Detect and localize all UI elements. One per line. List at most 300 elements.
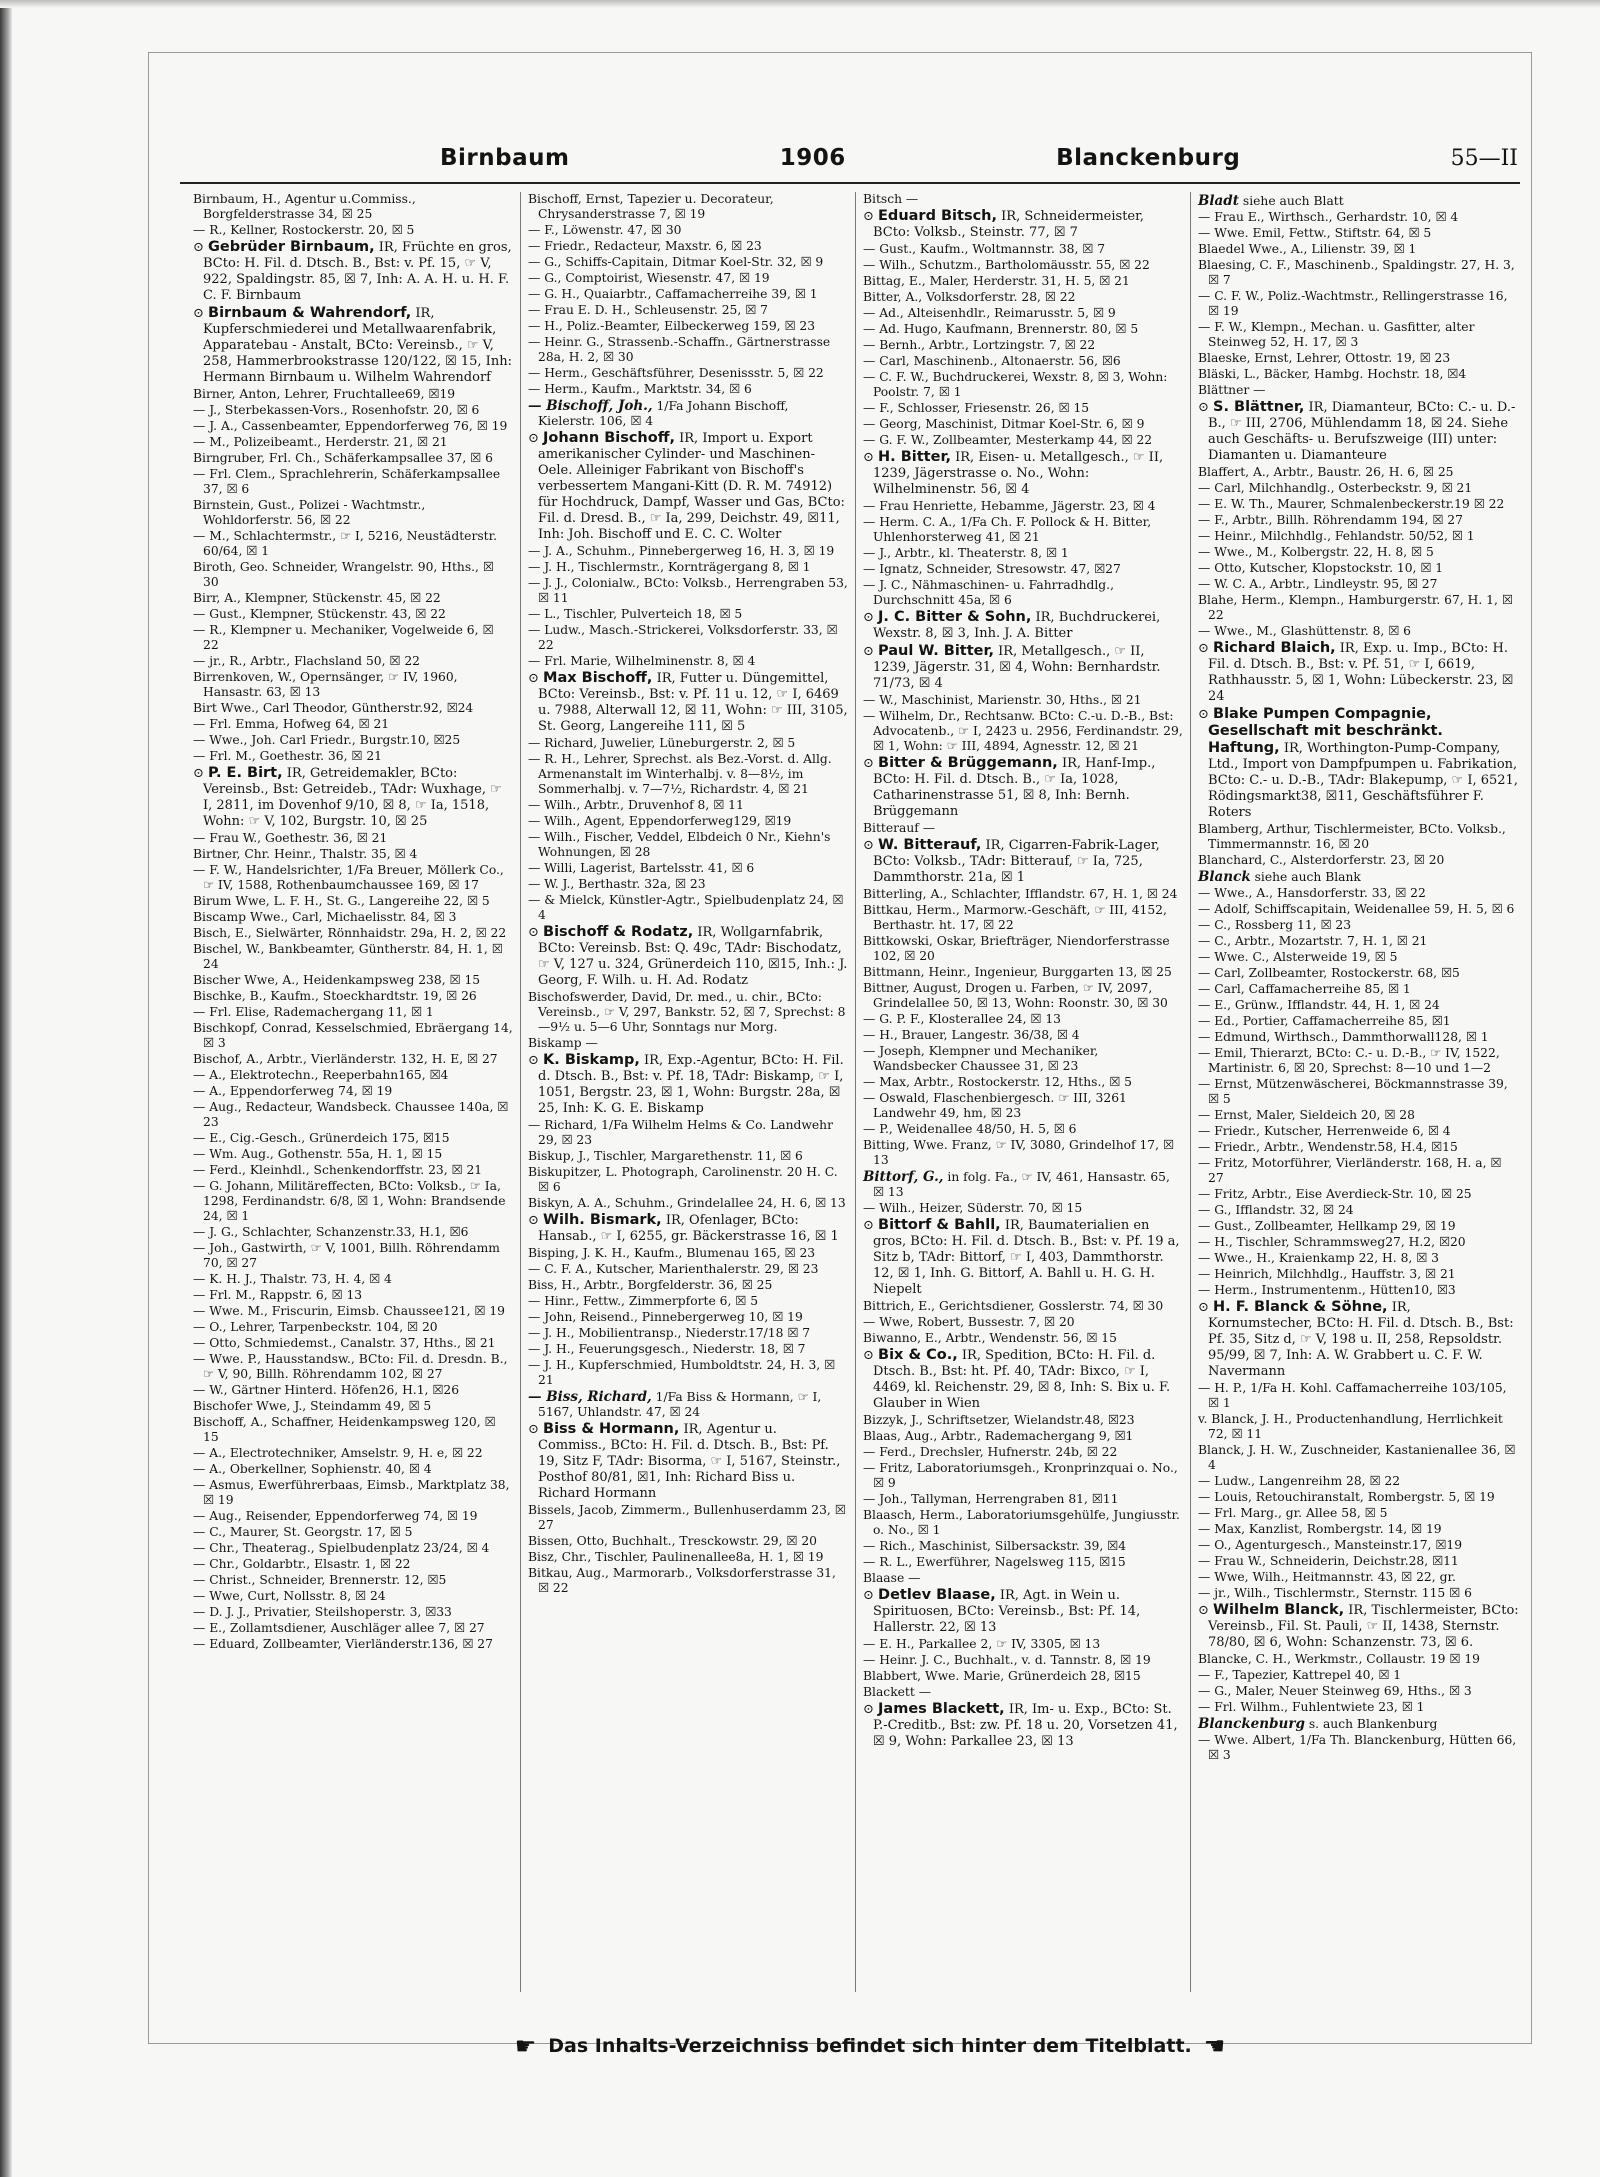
entry-text: — Frl. Wilhm., Fuhlentwiete 23, ☒ 1 bbox=[1198, 1700, 1425, 1714]
directory-entry bbox=[1198, 1124, 1519, 1139]
entry-name: Gebrüder Birnbaum, bbox=[208, 239, 375, 255]
directory-entry bbox=[1198, 367, 1519, 382]
directory-entry bbox=[528, 287, 848, 302]
entry-text: — A., Elektrotechn., Reeperbahn165, ☒4 bbox=[193, 1068, 449, 1082]
directory-entry bbox=[1198, 1733, 1519, 1763]
entry-text: Blackett — bbox=[863, 1685, 932, 1699]
entry-text: Blanck, J. H. W., Zuschneider, Kastanienallee 36, ☒ 4 bbox=[1198, 1443, 1516, 1472]
entry-text: Bisping, J. K. H., Kaufm., Blumenau 165, ☒ 23 bbox=[528, 1246, 816, 1260]
directory-entry bbox=[1198, 1570, 1519, 1585]
directory-entry bbox=[863, 1347, 1183, 1412]
entry-text: — Wilh., Heizer, Süderstr. 70, ☒ 15 bbox=[863, 1201, 1083, 1215]
registered-firm-icon: ⊙ bbox=[863, 1348, 879, 1363]
entry-text: — Ferd., Drechsler, Hufnerstr. 24b, ☒ 22 bbox=[863, 1445, 1118, 1459]
entry-text: — J. H., Feuerungsgesch., Niederstr. 18, ☒ 7 bbox=[528, 1342, 806, 1356]
directory-entry bbox=[528, 1326, 848, 1341]
entry-text: — Wwe. Albert, 1/Fa Th. Blanckenburg, Hütten 66, ☒ 3 bbox=[1198, 1733, 1517, 1762]
entry-text: — G. F. W., Zollbeamter, Mesterkamp 44, ☒ 22 bbox=[863, 433, 1153, 447]
entry-text: Bizzyk, J., Schriftsetzer, Wielandstr.48, ☒23 bbox=[863, 1413, 1135, 1427]
entry-text: — J. H., Kupferschmied, Humboldtstr. 24, H. 3, ☒ 21 bbox=[528, 1358, 836, 1387]
directory-entry bbox=[193, 560, 513, 590]
entry-name: Blanck bbox=[1198, 869, 1251, 885]
directory-entry bbox=[863, 1492, 1183, 1507]
entry-text: — D. J. J., Privatier, Steilshoperstr. 3, ☒33 bbox=[193, 1605, 452, 1619]
directory-entry bbox=[528, 670, 848, 735]
entry-name: Bix & Co., bbox=[878, 1347, 958, 1363]
directory-entry bbox=[863, 449, 1183, 498]
entry-text: IR, Metallgesch., ☞ II, 1239, Jägerstr. 31, ☒ 4, Wohn: Bernhardstr. 71/73, ☒ 4 bbox=[873, 644, 1161, 691]
registered-firm-icon: ⊙ bbox=[863, 610, 879, 625]
directory-entry bbox=[1198, 1203, 1519, 1218]
entry-text: — Georg, Maschinist, Ditmar Koel-Str. 6, ☒ 9 bbox=[863, 417, 1145, 431]
directory-entry bbox=[863, 1044, 1183, 1074]
directory-entry bbox=[193, 239, 513, 304]
entry-text: — G. P. F., Klosterallee 24, ☒ 13 bbox=[863, 1012, 1061, 1026]
directory-entry bbox=[193, 1100, 513, 1130]
directory-entry bbox=[1198, 289, 1519, 319]
directory-entry bbox=[193, 419, 513, 434]
directory-entry bbox=[193, 467, 513, 497]
directory-entry bbox=[193, 607, 513, 622]
entry-text: — G., Maler, Neuer Steinweg 69, Hths., ☒ 3 bbox=[1198, 1684, 1472, 1698]
directory-entry bbox=[1198, 593, 1519, 623]
entry-text: Bissen, Otto, Buchhalt., Tresckowstr. 29, ☒ 20 bbox=[528, 1534, 817, 1548]
entry-text: — E. W. Th., Maurer, Schmalenbeckerstr.19 ☒ 22 bbox=[1198, 497, 1505, 511]
directory-entry bbox=[1198, 529, 1519, 544]
entry-text: — Wwe, Curt, Nollsstr. 8, ☒ 24 bbox=[193, 1589, 386, 1603]
directory-entry bbox=[1198, 1554, 1519, 1569]
entry-name: — Biss, Richard, bbox=[528, 1389, 652, 1405]
directory-entry bbox=[193, 623, 513, 653]
directory-entry bbox=[1198, 1014, 1519, 1029]
directory-entry bbox=[1198, 1412, 1519, 1442]
directory-entry bbox=[863, 499, 1183, 514]
entry-text: — Ad., Alteisenhdlr., Reimarusstr. 5, ☒ 9 bbox=[863, 306, 1116, 320]
directory-entry bbox=[863, 709, 1183, 754]
directory-entry bbox=[1198, 497, 1519, 512]
entry-text: IR, Wollgarnfabrik, BCto: Vereinsb. Bst: Q. 49c, TAdr: Bischodatz, ☞ V, 127 u. 324, Grünerdeich 110, ☒15, Inh.: J. Georg, F. Wilh. u. H. Ad. Rodatz bbox=[538, 925, 848, 988]
directory-entry bbox=[1198, 1140, 1519, 1155]
directory-entry bbox=[528, 1390, 848, 1420]
directory-entry bbox=[528, 1550, 848, 1565]
entry-text: — Wwe., Joh. Carl Friedr., Burgstr.10, ☒25 bbox=[193, 733, 461, 747]
directory-entry bbox=[863, 192, 1183, 207]
entry-text: — F., Löwenstr. 47, ☒ 30 bbox=[528, 223, 682, 237]
directory-entry bbox=[863, 1587, 1183, 1636]
entry-text: Birr, A., Klempner, Stückenstr. 45, ☒ 22 bbox=[193, 591, 441, 605]
entry-text: Biscamp Wwe., Carl, Michaelisstr. 84, ☒ 3 bbox=[193, 910, 457, 924]
entry-text: — Joh., Gastwirth, ☞ V, 1001, Billh. Röhrendamm 70, ☒ 27 bbox=[193, 1241, 500, 1270]
entry-text: Biskyn, A. A., Schuhm., Grindelallee 24, H. 6, ☒ 13 bbox=[528, 1196, 846, 1210]
entry-text: — G., Ifflandstr. 32, ☒ 24 bbox=[1198, 1203, 1354, 1217]
directory-entry bbox=[528, 830, 848, 860]
directory-entry bbox=[528, 752, 848, 797]
entry-text: — F., Arbtr., Billh. Röhrendamm 194, ☒ 27 bbox=[1198, 513, 1463, 527]
entry-text: IR, Worthington-Pump-Company, Ltd., Import von Dampfpumpen u. Fabrikation, BCto: C.- u. D.-B., TAdr: Blakepump, ☞ I, 6521, Rödingsmarkt38, ☒11, Geschäftsführer F. Roters bbox=[1208, 741, 1518, 820]
directory-entry bbox=[863, 306, 1183, 321]
entry-text: — W. J., Berthastr. 32a, ☒ 23 bbox=[528, 877, 706, 891]
directory-entry bbox=[193, 1478, 513, 1508]
directory-entry bbox=[863, 1028, 1183, 1043]
directory-entry bbox=[193, 910, 513, 925]
directory-entry bbox=[528, 319, 848, 334]
entry-text: IR, Eisen- u. Metallgesch., ☞ II, 1239, Jägerstrasse o. No., Wohn: Wilhelminenstr. 56, ☒ 4 bbox=[873, 450, 1164, 497]
entry-name: Richard Blaich, bbox=[1213, 640, 1336, 656]
entry-text: — Joseph, Klempner und Mechaniker, Wandsbecker Chaussee 31, ☒ 23 bbox=[863, 1044, 1099, 1073]
entry-text: — Ad. Hugo, Kaufmann, Brennerstr. 80, ☒ 5 bbox=[863, 322, 1139, 336]
entry-text: — L., Tischler, Pulverteich 18, ☒ 5 bbox=[528, 607, 743, 621]
directory-entry bbox=[193, 1163, 513, 1178]
entry-name: Bitter & Brüggemann, bbox=[878, 755, 1058, 771]
registered-firm-icon: ⊙ bbox=[863, 1588, 879, 1603]
entry-text: Blaedel Wwe., A., Lilienstr. 39, ☒ 1 bbox=[1198, 242, 1417, 256]
entry-text: — H., Brauer, Langestr. 36/38, ☒ 4 bbox=[863, 1028, 1080, 1042]
registered-firm-icon: ⊙ bbox=[863, 1702, 879, 1717]
directory-entry bbox=[1198, 982, 1519, 997]
entry-text: IR, Exp.-Agentur, BCto: H. Fil. d. Dtsch. B., Bst: v. Pf. 18, TAdr: Biskamp, ☞ I, 1051, Bergstr. 23, ☒ 1, Wohn: Burgstr. 28a, ☒ 25, Inh: K. G. E. Biskamp bbox=[538, 1053, 844, 1116]
entry-text: — Otto, Schmiedemst., Canalstr. 37, Hths., ☒ 21 bbox=[193, 1336, 496, 1350]
directory-entry bbox=[863, 887, 1183, 902]
entry-text: — A., Electrotechniker, Amselstr. 9, H. e, ☒ 22 bbox=[193, 1446, 483, 1460]
entry-text: — Edmund, Wirthsch., Dammthorwall128, ☒ 1 bbox=[1198, 1030, 1489, 1044]
entry-text: — J. A., Schuhm., Pinnebergerweg 16, H. 3, ☒ 19 bbox=[528, 544, 835, 558]
entry-text: Bittner, August, Drogen u. Farben, ☞ IV, 2097, Grindelallee 50, ☒ 13, Wohn: Roonstr. 30, ☒ 30 bbox=[863, 981, 1168, 1010]
directory-entry bbox=[528, 1196, 848, 1211]
directory-entry bbox=[193, 1084, 513, 1099]
directory-entry bbox=[1198, 1299, 1519, 1380]
directory-entry bbox=[1198, 1506, 1519, 1521]
directory-entry bbox=[1198, 513, 1519, 528]
directory-entry bbox=[193, 894, 513, 909]
entry-text: — J. A., Cassenbeamter, Eppendorferweg 76, ☒ 19 bbox=[193, 419, 508, 433]
directory-entry bbox=[863, 1539, 1183, 1554]
registered-firm-icon: ⊙ bbox=[1198, 707, 1214, 722]
directory-entry bbox=[863, 1299, 1183, 1314]
entry-text: — Christ., Schneider, Brennerstr. 12, ☒5 bbox=[193, 1573, 447, 1587]
entry-text: — Herm. C. A., 1/Fa Ch. F. Pollock & H. Bitter, Uhlenhorsterweg 41, ☒ 21 bbox=[863, 515, 1152, 544]
directory-entry bbox=[193, 1304, 513, 1319]
directory-entry bbox=[1198, 577, 1519, 592]
registered-firm-icon: ⊙ bbox=[1198, 1300, 1214, 1315]
directory-entry bbox=[193, 942, 513, 972]
directory-entry bbox=[193, 1320, 513, 1335]
directory-entry bbox=[1198, 1156, 1519, 1186]
entry-text: — C., Rossberg 11, ☒ 23 bbox=[1198, 918, 1352, 932]
entry-text: — Emil, Thierarzt, BCto: C.- u. D.-B., ☞ IV, 1522, Martinistr. 6, ☒ 20, Sprechst: 8—10 und 1—2 bbox=[1198, 1046, 1500, 1075]
registered-firm-icon: ⊙ bbox=[1198, 400, 1214, 415]
entry-text: Blahe, Herm., Klempn., Hamburgerstr. 67, H. 1, ☒ 22 bbox=[1198, 593, 1513, 622]
entry-text: Bitterauf — bbox=[863, 821, 936, 835]
entry-text: IR, Futter u. Düngemittel, BCto: Vereinsb., Bst: v. Pf. 11 u. 12, ☞ I, 6469 u. 7988, Alterwall 12, ☒ 11, Wohn: ☞ III, 3105, St. Georg, Langereihe 111, ☒ 5 bbox=[538, 671, 848, 734]
entry-text: — A., Oberkellner, Sophienstr. 40, ☒ 4 bbox=[193, 1462, 432, 1476]
entry-text: — Friedr., Redacteur, Maxstr. 6, ☒ 23 bbox=[528, 239, 762, 253]
directory-entry bbox=[528, 382, 848, 397]
entry-text: — Wilh., Agent, Eppendorferweg129, ☒19 bbox=[528, 814, 792, 828]
entry-text: — Ferd., Kleinhdl., Schenkendorffstr. 23, ☒ 21 bbox=[193, 1163, 483, 1177]
directory-entry bbox=[528, 814, 848, 829]
entry-text: Bitterling, A., Schlachter, Ifflandstr. 67, H. 1, ☒ 24 bbox=[863, 887, 1178, 901]
entry-text: — Richard, 1/Fa Wilhelm Helms & Co. Landwehr 29, ☒ 23 bbox=[528, 1118, 833, 1147]
directory-entry bbox=[193, 1525, 513, 1540]
entry-text: — Hinr., Fettw., Zimmerpforte 6, ☒ 5 bbox=[528, 1294, 759, 1308]
directory-entry bbox=[193, 1557, 513, 1572]
header-year: 1906 bbox=[779, 145, 846, 171]
entry-text: Blättner — bbox=[1198, 383, 1266, 397]
entry-text: — Ernst, Maler, Sieldeich 20, ☒ 28 bbox=[1198, 1108, 1415, 1122]
directory-entry bbox=[528, 877, 848, 892]
entry-text: Blaesing, C. F., Maschinenb., Spaldingstr. 27, H. 3, ☒ 7 bbox=[1198, 258, 1515, 287]
entry-text: — Fritz, Motorführer, Vierländerstr. 168, H. a, ☒ 27 bbox=[1198, 1156, 1502, 1185]
directory-entry bbox=[193, 863, 513, 893]
directory-entry bbox=[1198, 853, 1519, 868]
pointing-hand-left-icon: ☚ bbox=[1203, 2032, 1226, 2060]
entry-text: IR, Im- u. Exp., BCto: St. P.-Creditb., Bst: zw. Pf. 18 u. 20, Vorsetzen 41, ☒ 9, Wohn: Parkallee 23, ☒ 13 bbox=[873, 1702, 1178, 1749]
directory-entry bbox=[193, 1637, 513, 1652]
entry-text: IR, Hanf-Imp., BCto: H. Fil. d. Dtsch. B., ☞ Ia, 1028, Catharinenstrasse 51, ☒ 8, Inh: Bernh. Brüggemann bbox=[873, 756, 1156, 819]
directory-entry bbox=[1198, 918, 1519, 933]
entry-text: — Richard, Juwelier, Lüneburgerstr. 2, ☒ 5 bbox=[528, 736, 796, 750]
entry-text: — Ignatz, Schneider, Stresowstr. 47, ☒27 bbox=[863, 562, 1121, 576]
entry-text: IR, Kornumstecher, BCto: H. Fil. d. Dtsch. B., Bst: Pf. 35, Sitz d, ☞ V, 198 u. II, 258, Repsoldstr. 95/99, ☒ 7, Inh: A. W. Grabbert u. C. F. W. Navermann bbox=[1208, 1300, 1514, 1379]
entry-text: Bischoff, A., Schaffner, Heidenkampsweg 120, ☒ 15 bbox=[193, 1415, 496, 1444]
entry-text: — P., Weidenallee 48/50, H. 5, ☒ 6 bbox=[863, 1122, 1077, 1136]
entry-text: IR, Import u. Export amerikanischer Cylinder- und Maschinen-Oele. Alleiniger Fabrikant von Bischoff's verbessertem Mangani-Kitt (D. R. M. 74912) für Hochdruck, Dampf, Wasser und Gas, BCto: Fil. d. Dresd. B., ☞ Ia, 299, Deichstr. 49, ☒11, Inh: Joh. Bischoff und E. C. C. Wolter bbox=[538, 431, 845, 542]
directory-entry bbox=[528, 1566, 848, 1596]
entry-text: — Frl. Marg., gr. Allee 58, ☒ 5 bbox=[1198, 1506, 1388, 1520]
entry-text: — jr., Wilh., Tischlermstr., Sternstr. 115 ☒ 6 bbox=[1198, 1586, 1472, 1600]
directory-entry bbox=[193, 1052, 513, 1067]
entry-text: — J. C., Nähmaschinen- u. Fahrradhdlg., Durchschnitt 45a, ☒ 6 bbox=[863, 578, 1114, 607]
entry-text: — Herm., Geschäftsführer, Desenissstr. 5, ☒ 22 bbox=[528, 366, 824, 380]
entry-text: Blaasch, Herm., Laboratoriumsgehülfe, Jungiusstr. o. No., ☒ 1 bbox=[863, 1508, 1180, 1537]
entry-text: Biskup, J., Tischler, Margarethenstr. 11, ☒ 6 bbox=[528, 1149, 803, 1163]
directory-entry bbox=[1198, 1538, 1519, 1553]
directory-entry bbox=[528, 1262, 848, 1277]
entry-text: IR, Früchte en gros, BCto: H. Fil. d. Dtsch. B., Bst: v. Pf. 15, ☞ V, 922, Spaldingstr. 85, ☒ 7, Inh: A. A. H. u. H. F. C. F. Birnbaum bbox=[203, 240, 512, 303]
entry-text: 1/Fa Johann Bischoff, Kielerstr. 106, ☒ 4 bbox=[538, 399, 789, 428]
directory-entry bbox=[863, 1669, 1183, 1684]
entry-text: — F., Schlosser, Friesenstr. 26, ☒ 15 bbox=[863, 401, 1090, 415]
directory-entry bbox=[1198, 1602, 1519, 1651]
directory-entry bbox=[528, 271, 848, 286]
entry-text: — Gust., Zollbeamter, Hellkamp 29, ☒ 19 bbox=[1198, 1219, 1456, 1233]
registered-firm-icon: ⊙ bbox=[193, 306, 209, 321]
entry-text: — Wwe., A., Hansdorferstr. 33, ☒ 22 bbox=[1198, 886, 1426, 900]
entry-text: — Ludw., Masch.-Strickerei, Volksdorferstr. 33, ☒ 22 bbox=[528, 623, 838, 652]
directory-entry bbox=[528, 223, 848, 238]
directory-entry bbox=[193, 831, 513, 846]
entry-text: Bitkau, Aug., Marmorarb., Volksdorferstrasse 31, ☒ 22 bbox=[528, 1566, 836, 1595]
directory-entry bbox=[1198, 870, 1519, 885]
entry-text: — Wilh., Arbtr., Druvenhof 8, ☒ 11 bbox=[528, 798, 744, 812]
directory-entry bbox=[528, 576, 848, 606]
directory-entry bbox=[193, 1225, 513, 1240]
entry-text: Bischke, B., Kaufm., Stoeckhardtstr. 19, ☒ 26 bbox=[193, 989, 477, 1003]
directory-entry bbox=[528, 399, 848, 429]
entry-text: — Gust., Klempner, Stückenstr. 43, ☒ 22 bbox=[193, 607, 446, 621]
directory-entry bbox=[863, 965, 1183, 980]
entry-text: — C. F. W., Poliz.-Wachtmstr., Rellingerstrasse 16, ☒ 19 bbox=[1198, 289, 1508, 318]
entry-text: — Ed., Portier, Caffamacherreihe 85, ☒1 bbox=[1198, 1014, 1451, 1028]
entry-text: IR, Exp. u. Imp., BCto: H. Fil. d. Dtsch. B., Bst: v. Pf. 51, ☞ I, 6619, Rathhausstr. 5, ☒ 1, Wohn: Lübeckerstr. 23, ☒ 24 bbox=[1208, 641, 1514, 704]
entry-name: James Blackett, bbox=[878, 1701, 1005, 1717]
directory-entry bbox=[863, 693, 1183, 708]
scan-edge-top bbox=[0, 0, 1600, 8]
directory-entry bbox=[193, 1415, 513, 1445]
entry-text: — R., Klempner u. Mechaniker, Vogelweide 6, ☒ 22 bbox=[193, 623, 494, 652]
directory-entry bbox=[1198, 242, 1519, 257]
entry-text: Blaeske, Ernst, Lehrer, Ottostr. 19, ☒ 23 bbox=[1198, 351, 1451, 365]
directory-entry bbox=[863, 401, 1183, 416]
entry-text: — Wwe, Robert, Bussestr. 7, ☒ 20 bbox=[863, 1315, 1075, 1329]
entry-text: — F. W., Klempn., Mechan. u. Gasfitter, alter Steinweg 52, H. 17, ☒ 3 bbox=[1198, 320, 1475, 349]
directory-entry bbox=[863, 1461, 1183, 1491]
directory-entry bbox=[863, 837, 1183, 886]
entry-text: Birner, Anton, Lehrer, Fruchtallee69, ☒19 bbox=[193, 387, 456, 401]
directory-entry bbox=[193, 765, 513, 830]
directory-entry bbox=[528, 192, 848, 222]
registered-firm-icon: ⊙ bbox=[528, 671, 544, 686]
entry-text: — Friedr., Kutscher, Herrenweide 6, ☒ 4 bbox=[1198, 1124, 1451, 1138]
entry-text: — G. Johann, Militäreffecten, BCto: Volksb., ☞ Ia, 1298, Ferdinandstr. 6/8, ☒ 1, Wohn: Brandsende 24, ☒ 1 bbox=[193, 1179, 506, 1223]
entry-text: — & Mielck, Künstler-Agtr., Spielbudenplatz 24, ☒ 4 bbox=[528, 893, 844, 922]
directory-entry bbox=[528, 303, 848, 318]
registered-firm-icon: ⊙ bbox=[528, 1053, 544, 1068]
directory-entry bbox=[863, 274, 1183, 289]
entry-text: Bittkau, Herm., Marmorw.-Geschäft, ☞ III, 4152, Berthastr. ht. 17, ☒ 22 bbox=[863, 903, 1167, 932]
directory-entry bbox=[1198, 1283, 1519, 1298]
directory-entry bbox=[863, 242, 1183, 257]
entry-text: — Chr., Goldarbtr., Elsastr. 1, ☒ 22 bbox=[193, 1557, 411, 1571]
directory-entry bbox=[1198, 1700, 1519, 1715]
directory-entry bbox=[193, 451, 513, 466]
entry-text: — Wwe. Emil, Fettw., Stiftstr. 64, ☒ 5 bbox=[1198, 226, 1432, 240]
directory-entry bbox=[193, 1352, 513, 1382]
directory-entry bbox=[528, 607, 848, 622]
entry-text: — F., Tapezier, Kattrepel 40, ☒ 1 bbox=[1198, 1668, 1402, 1682]
entry-text: Bisz, Chr., Tischler, Paulinenallee8a, H. 1, ☒ 19 bbox=[528, 1550, 824, 1564]
entry-text: Bittag, E., Maler, Herderstr. 31, H. 5, ☒ 21 bbox=[863, 274, 1130, 288]
entry-text: Bittmann, Heinr., Ingenieur, Burggarten 13, ☒ 25 bbox=[863, 965, 1172, 979]
header-rule bbox=[180, 182, 1520, 184]
directory-entry bbox=[528, 560, 848, 575]
directory-entry bbox=[193, 1147, 513, 1162]
entry-name: J. C. Bitter & Sohn, bbox=[878, 609, 1032, 625]
directory-entry bbox=[193, 749, 513, 764]
directory-entry bbox=[528, 1421, 848, 1502]
directory-entry bbox=[528, 924, 848, 989]
directory-entry bbox=[1198, 545, 1519, 560]
directory-entry bbox=[1198, 1046, 1519, 1076]
entry-text: — J., Arbtr., kl. Theaterstr. 8, ☒ 1 bbox=[863, 546, 1069, 560]
entry-text: Birnstein, Gust., Polizei - Wachtmstr., Wohldorferstr. 56, ☒ 22 bbox=[193, 498, 426, 527]
entry-text: Biroth, Geo. Schneider, Wrangelstr. 90, Hths., ☒ 30 bbox=[193, 560, 494, 589]
entry-text: IR, Buchdruckerei, Wexstr. 8, ☒ 3, Inh. J. A. Bitter bbox=[873, 610, 1161, 641]
directory-entry bbox=[863, 1701, 1183, 1750]
entry-text: — E., Zollamtsdiener, Auschläger allee 7, ☒ 27 bbox=[193, 1621, 485, 1635]
directory-column-1 bbox=[186, 192, 521, 1992]
entry-text: Blaas, Aug., Arbtr., Rademachergang 9, ☒1 bbox=[863, 1429, 1134, 1443]
registered-firm-icon: ⊙ bbox=[863, 644, 879, 659]
entry-text: Bitting, Wwe. Franz, ☞ IV, 3080, Grindelhof 17, ☒ 13 bbox=[863, 1138, 1174, 1167]
entry-text: Bissels, Jacob, Zimmerm., Bullenhuserdamm 23, ☒ 27 bbox=[528, 1503, 846, 1532]
directory-entry bbox=[528, 990, 848, 1035]
directory-entry bbox=[863, 1122, 1183, 1137]
entry-text: IR, Agentur u. Commiss., BCto: H. Fil. d. Dtsch. B., Bst: Pf. 19, Sitz F, TAdr: Bisorma, ☞ I, 5167, Steinstr., Posthof 80/81, ☒1, Inh: Richard Biss u. Richard Hormann bbox=[538, 1422, 841, 1501]
registered-firm-icon: ⊙ bbox=[863, 838, 879, 853]
directory-entry bbox=[1198, 1187, 1519, 1202]
entry-name: Bladt bbox=[1198, 193, 1239, 209]
entry-name: Biss & Hormann, bbox=[543, 1421, 680, 1437]
directory-entry bbox=[1198, 351, 1519, 366]
entry-text: IR, Getreidemakler, BCto: Vereinsb., Bst: Getreideb., TAdr: Wuxhage, ☞ I, 2811, im Dovenhof 9/10, ☒ 8, ☞ Ia, 1518, Wohn: ☞ V, 102, Burgstr. 10, ☒ 25 bbox=[203, 766, 502, 829]
directory-entry bbox=[193, 847, 513, 862]
directory-entry bbox=[863, 1091, 1183, 1121]
entry-text: Birngruber, Frl. Ch., Schäferkampsallee 37, ☒ 6 bbox=[193, 451, 493, 465]
entry-text: 1/Fa Biss & Hormann, ☞ I, 5167, Uhlandstr. 47, ☒ 24 bbox=[538, 1390, 822, 1419]
entry-text: Bischofswerder, David, Dr. med., u. chir., BCto: Vereinsb., ☞ V, 297, Bankstr. 52, ☒ 7, Sprechst: 8—9½ u. 5—6 Uhr, Sonntags nur Morg. bbox=[528, 990, 846, 1034]
directory-entry bbox=[193, 435, 513, 450]
directory-entry bbox=[193, 1446, 513, 1461]
entry-text: — Carl, Maschinenb., Altonaerstr. 56, ☒6 bbox=[863, 354, 1121, 368]
entry-text: — Wilh., Fischer, Veddel, Elbdeich 0 Nr., Kiehn's Wohnungen, ☒ 28 bbox=[528, 830, 831, 859]
entry-name: S. Blättner, bbox=[1213, 399, 1305, 415]
entry-text: siehe auch Blank bbox=[1254, 870, 1361, 884]
directory-entry bbox=[1198, 950, 1519, 965]
entry-text: — Frl. M., Rappstr. 6, ☒ 13 bbox=[193, 1288, 363, 1302]
registered-firm-icon: ⊙ bbox=[863, 756, 879, 771]
entry-text: Bläski, L., Bäcker, Hambg. Hochstr. 18, ☒4 bbox=[1198, 367, 1467, 381]
entry-text: — Asmus, Ewerführerbaas, Eimsb., Marktplatz 38, ☒ 19 bbox=[193, 1478, 510, 1507]
directory-entry bbox=[528, 1118, 848, 1148]
entry-text: — Heinr. G., Strassenb.-Schaffn., Gärtnerstrasse 28a, H. 2, ☒ 30 bbox=[528, 335, 831, 364]
entry-name: Blanckenburg bbox=[1198, 1716, 1305, 1732]
directory-entry bbox=[528, 1246, 848, 1261]
entry-text: — Frau E., Wirthsch., Gerhardstr. 10, ☒ 4 bbox=[1198, 210, 1459, 224]
directory-entry bbox=[1198, 902, 1519, 917]
entry-text: — Wwe., H., Kraienkamp 22, H. 8, ☒ 3 bbox=[1198, 1251, 1439, 1265]
entry-text: — W., Maschinist, Marienstr. 30, Hths., ☒ 21 bbox=[863, 693, 1142, 707]
directory-entry bbox=[193, 1272, 513, 1287]
directory-entry bbox=[193, 223, 513, 238]
directory-entry bbox=[1198, 320, 1519, 350]
directory-entry bbox=[193, 498, 513, 528]
registered-firm-icon: ⊙ bbox=[863, 1218, 879, 1233]
entry-text: — J. J., Colonialw., BCto: Volksb., Herrengraben 53, ☒ 11 bbox=[528, 576, 848, 605]
directory-entry bbox=[1198, 1652, 1519, 1667]
entry-text: Blabbert, Wwe. Marie, Grünerdeich 28, ☒15 bbox=[863, 1669, 1141, 1683]
directory-entry bbox=[863, 934, 1183, 964]
entry-text: IR, Agt. in Wein u. Spirituosen, BCto: Vereinsb., Bst: Pf. 14, Hallerstr. 22, ☒ 13 bbox=[873, 1588, 1141, 1635]
registered-firm-icon: ⊙ bbox=[528, 431, 544, 446]
directory-entry bbox=[193, 1573, 513, 1588]
entry-text: Bittrich, E., Gerichtsdiener, Gosslerstr. 74, ☒ 30 bbox=[863, 1299, 1164, 1313]
entry-text: Biwanno, E., Arbtr., Wendenstr. 56, ☒ 15 bbox=[863, 1331, 1117, 1345]
entry-text: Biskupitzer, L. Photograph, Carolinenstr. 20 H. C. ☒ 6 bbox=[528, 1165, 838, 1194]
registered-firm-icon: ⊙ bbox=[193, 766, 209, 781]
directory-entry bbox=[863, 546, 1183, 561]
directory-entry bbox=[1198, 1030, 1519, 1045]
entry-text: — Carl, Caffamacherreihe 85, ☒ 1 bbox=[1198, 982, 1411, 996]
entry-text: — W. C. A., Arbtr., Lindleystr. 95, ☒ 27 bbox=[1198, 577, 1438, 591]
directory-entry bbox=[528, 255, 848, 270]
directory-entry bbox=[193, 387, 513, 402]
registered-firm-icon: ⊙ bbox=[863, 450, 879, 465]
entry-text: — Heinrich, Milchhdlg., Hauffstr. 3, ☒ 21 bbox=[1198, 1267, 1456, 1281]
directory-entry bbox=[863, 433, 1183, 448]
directory-entry bbox=[863, 1413, 1183, 1428]
directory-column-3 bbox=[856, 192, 1191, 1992]
